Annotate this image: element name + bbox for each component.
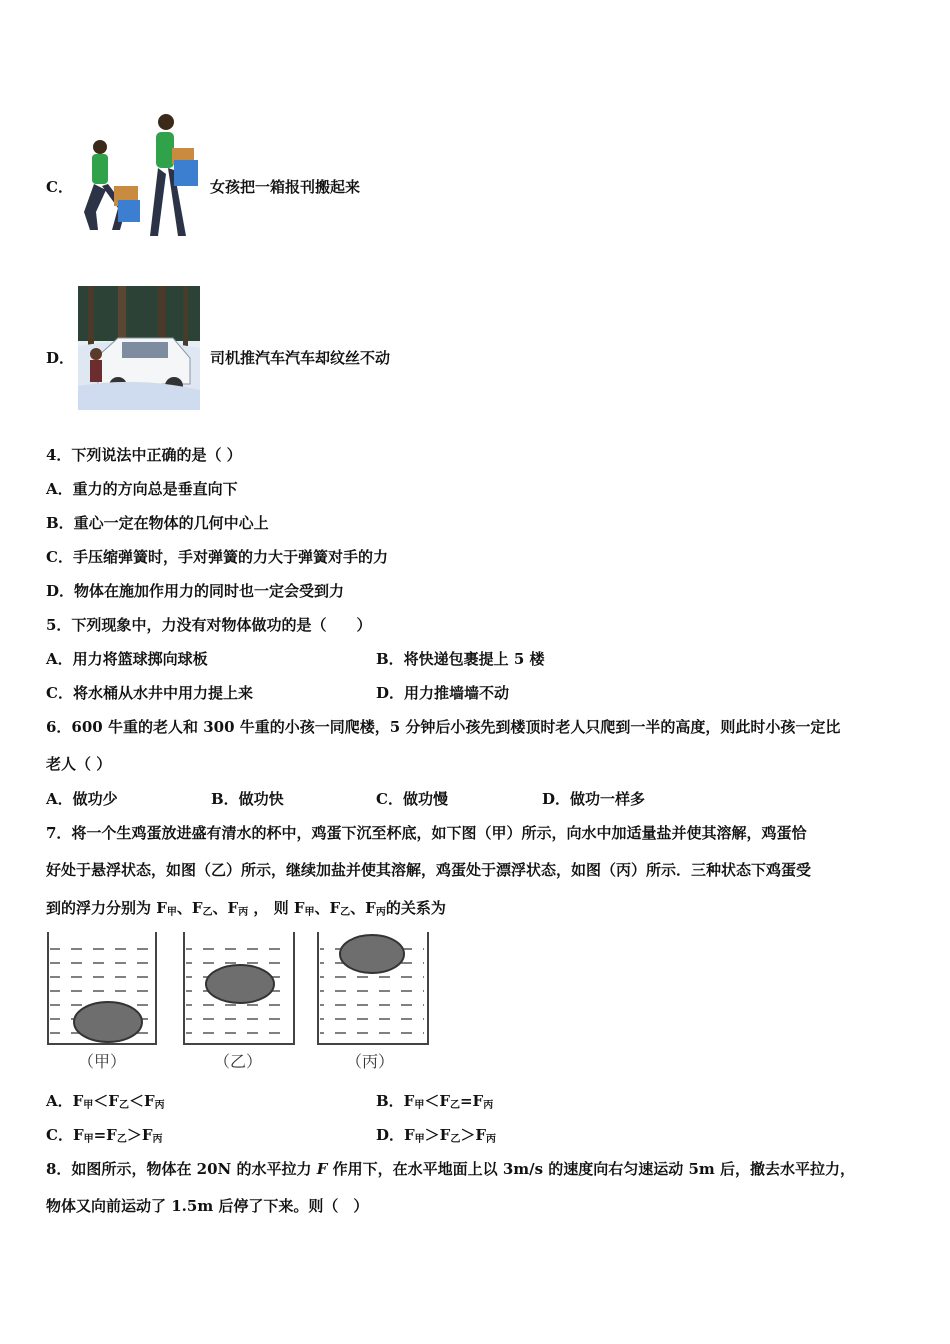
q4-stem: 4．下列说法中正确的是（ ） — [46, 446, 242, 464]
q4-option-d: D．物体在施加作用力的同时也一定会受到力 — [46, 582, 345, 600]
q8-stem-line2: 物体又向前运动了 1.5m 后停了下来。则（ ） — [46, 1197, 369, 1215]
q3-option-c-label: C． — [46, 178, 73, 196]
q7-stem-line2: 好处于悬浮状态，如图（乙）所示，继续加盐并使其溶解，鸡蛋处于漂浮状态，如图（丙）所示．三种状态下鸡蛋受 — [46, 861, 812, 879]
q6-option-b: B．做功快 — [211, 790, 284, 808]
q8-stem-line1: 8．如图所示，物体在 20N 的水平拉力 F 作用下，在水平地面上以 3m/s 的速度向右匀速运动 5m 后，撤去水平拉力， — [46, 1160, 856, 1178]
q6-stem-line2: 老人（ ） — [46, 755, 112, 773]
q5-option-c: C．将水桶从水井中用力提上来 — [46, 684, 253, 702]
q6-option-d: D．做功一样多 — [542, 790, 646, 808]
girls-lifting-box-image — [78, 112, 206, 240]
q7-beakers-figure — [46, 928, 436, 1048]
beaker-yi — [184, 932, 294, 1044]
q6-stem-line1: 6．600 牛重的老人和 300 牛重的小孩一同爬楼，5 分钟后小孩先到楼顶时老人只爬到一半的高度，则此时小孩一定比 — [46, 718, 841, 736]
q7-option-b: B．$F_甲<F_乙=F_丙$ — [376, 1092, 494, 1111]
q3-option-d-text: 司机推汽车汽车却纹丝不动 — [210, 349, 391, 367]
q4-option-c: C．手压缩弹簧时，手对弹簧的力大于弹簧对手的力 — [46, 548, 388, 566]
q6-option-c: C．做功慢 — [376, 790, 448, 808]
q4-option-b: B．重心一定在物体的几何中心上 — [46, 514, 269, 532]
q4-option-a: A．重力的方向总是垂直向下 — [46, 480, 238, 498]
beaker-jia — [48, 932, 156, 1044]
man-pushing-car-in-snow-image — [78, 286, 200, 410]
force-symbol: F — [316, 1160, 328, 1178]
fig-label-yi: （乙） — [214, 1052, 263, 1071]
q7-option-c: C．$F_甲=F_乙>F_丙$ — [46, 1126, 163, 1145]
q7-option-a: A．$F_甲<F_乙<F_丙$ — [46, 1092, 165, 1111]
q3-option-d-label: D． — [46, 349, 75, 367]
q7-option-d: D．$F_甲>F_乙>F_丙$ — [376, 1126, 496, 1145]
q5-option-a: A．用力将篮球掷向球板 — [46, 650, 208, 668]
q6-option-a: A．做功少 — [46, 790, 118, 808]
q3-option-c-text: 女孩把一箱报刊搬起来 — [210, 178, 361, 196]
q5-option-b: B．将快递包裹提上 5 楼 — [376, 650, 545, 668]
q5-stem: 5．下列现象中，力没有对物体做功的是（ ） — [46, 616, 372, 634]
q7-stem-line1: 7．将一个生鸡蛋放进盛有清水的杯中，鸡蛋下沉至杯底，如下图（甲）所示，向水中加适量盐并使其溶解，鸡蛋恰 — [46, 824, 807, 842]
q7-stem-line3: 到的浮力分别为 $F_甲$、$F_乙$、$F_丙$ ， 则 $F_甲$、$F_乙$、$F_丙$的关系为 — [46, 899, 446, 918]
fig-label-bing: （丙） — [346, 1052, 395, 1071]
q5-option-d: D．用力推墙墙不动 — [376, 684, 510, 702]
fig-label-jia: （甲） — [78, 1052, 127, 1071]
beaker-bing — [318, 932, 428, 1044]
